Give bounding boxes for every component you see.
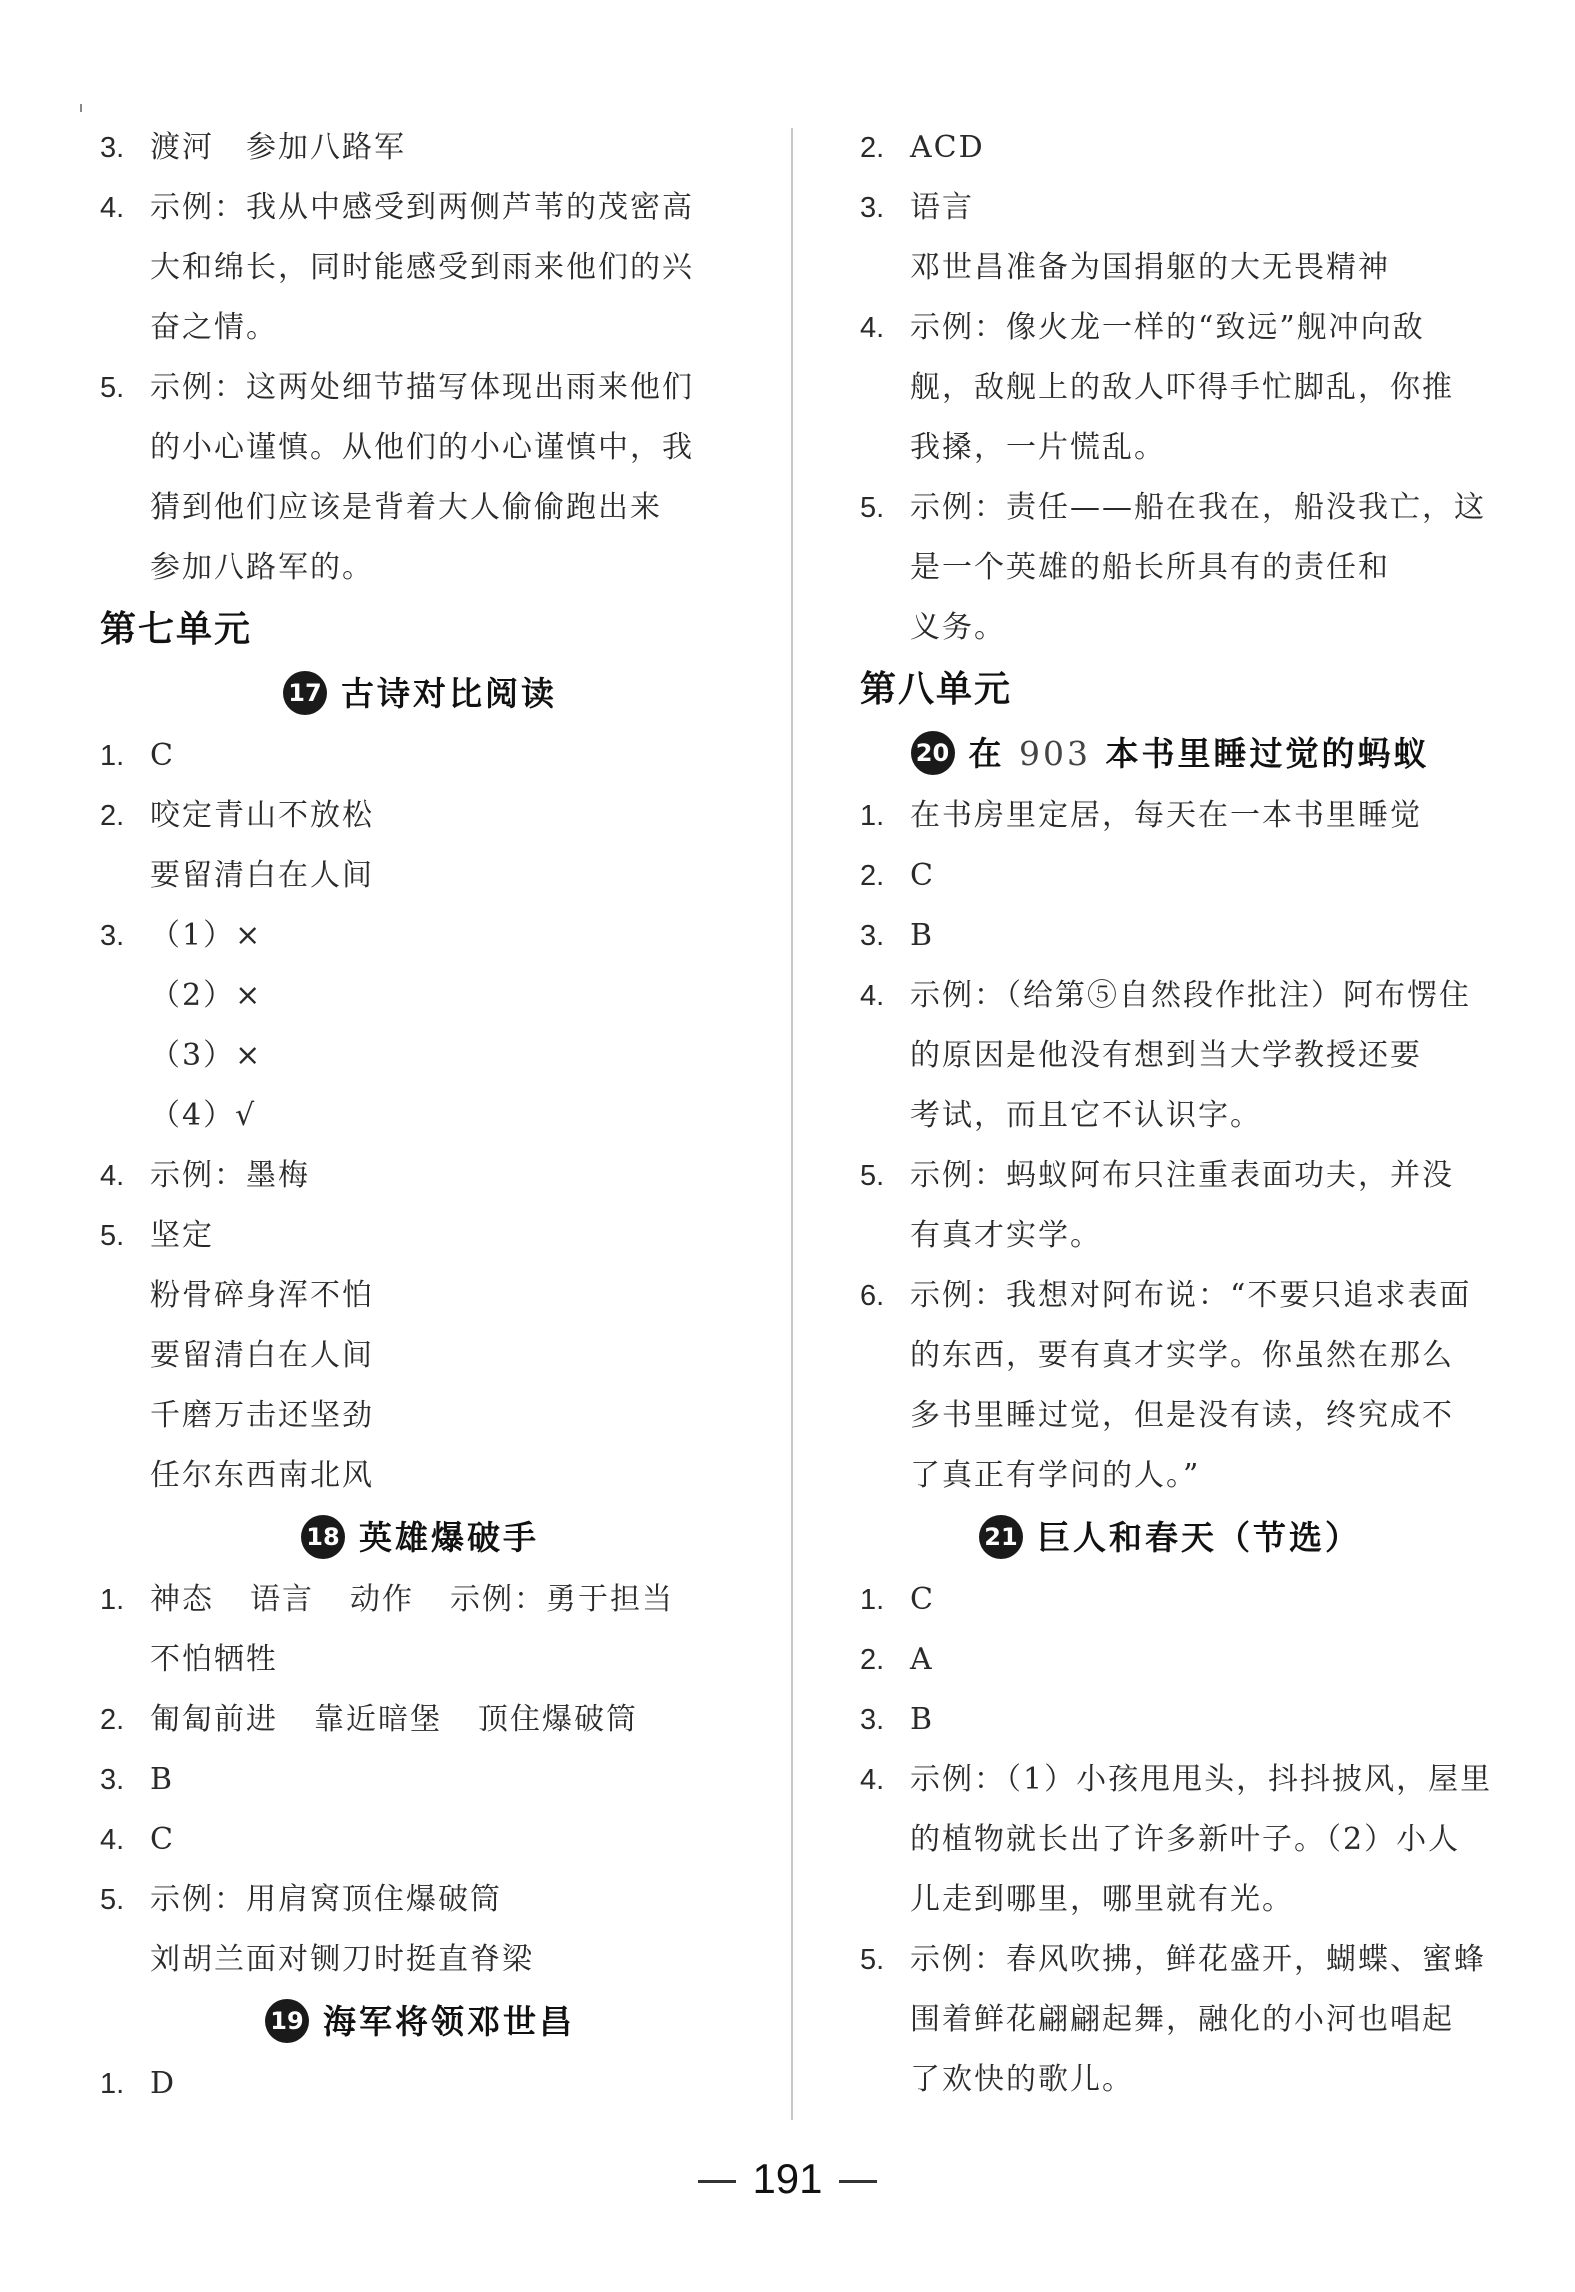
answer-item [860,1750,1493,1810]
item-text: 咬定青山不放松 [150,798,374,833]
answer-item [860,786,1480,846]
item-text: B [910,1702,935,1737]
item-number: 5. [100,1884,125,1916]
dash-left [698,2180,736,2183]
item-text: 示例：勇于担当 [450,1582,674,1617]
item-text: ACD [910,130,985,165]
answer-continuation: 是一个英雄的船长所具有的责任和 [910,550,1390,585]
lesson-title: 本书里睡过觉的蚂蚁 [1105,734,1430,773]
item-number: 4. [860,312,885,344]
item-number: 4. [100,1824,125,1856]
answer-item [100,118,740,178]
answer-item [860,1690,1480,1750]
answer-item [100,1870,740,1930]
answer-item [860,966,1480,1026]
answer-item [100,358,740,418]
item-number: 3. [860,192,885,224]
answer-continuation: 多书里睡过觉，但是没有读，终究成不 [910,1398,1454,1433]
item-number: 4. [860,980,885,1012]
lesson-heading [100,662,740,726]
answer-item [100,1690,740,1750]
lesson-number-badge: 21 [979,1515,1023,1559]
answer-item [860,1630,1480,1690]
item-number: 2. [860,132,885,164]
answer-item [100,1750,740,1810]
item-text: （1）× [150,918,263,953]
page-number [0,2144,1575,2214]
answer-continuation: 考试，而且它不认识字。 [910,1098,1262,1133]
item-number: 3. [100,920,125,952]
answer-continuation: 粉骨碎身浑不怕 [150,1278,374,1313]
answer-item [860,178,1480,238]
lesson-number-badge: 19 [265,1999,309,2043]
answer-continuation: 不怕牺牲 [150,1642,278,1677]
item-text: 示例：（1）小孩甩甩头，抖抖披风，屋里 [910,1762,1493,1797]
item-number: 1. [860,1584,885,1616]
answer-continuation: （4）√ [150,1098,257,1133]
answer-continuation: 舰，敌舰上的敌人吓得手忙脚乱，你推 [910,370,1454,405]
scan-mark [80,104,82,112]
answer-continuation: 儿走到哪里，哪里就有光。 [910,1882,1294,1917]
item-number: 4. [100,192,125,224]
lesson-heading [860,722,1480,786]
item-text: 语言 [250,1582,314,1617]
answer-continuation: 了欢快的歌儿。 [910,2062,1134,2097]
answer-continuation: 的原因是他没有想到当大学教授还要 [910,1038,1422,1073]
answer-continuation: 了真正有学问的人。” [910,1458,1201,1493]
lesson-heading [860,1506,1480,1570]
column-divider [791,128,793,2120]
answer-continuation: 任尔东西南北风 [150,1458,374,1493]
dash-right [839,2180,877,2183]
answer-item [100,2054,740,2114]
item-text: 语言 [910,190,974,225]
answer-continuation: 的东西，要有真才实学。你虽然在那么 [910,1338,1454,1373]
lesson-title: 巨人和春天（节选） [1037,1518,1361,1557]
item-number: 1. [100,1584,125,1616]
item-text: 示例：责任——船在我在，船没我亡，这 [910,490,1486,525]
answer-continuation: 参加八路军的。 [150,550,374,585]
answer-continuation: （2）× [150,978,263,1013]
item-text: 示例：这两处细节描写体现出雨来他们 [150,370,694,405]
item-number: 2. [100,1704,125,1736]
lesson-number-badge: 20 [911,731,955,775]
answer-continuation: 千磨万击还坚劲 [150,1398,374,1433]
answer-item [860,906,1480,966]
answer-item [100,726,740,786]
item-text: 示例：（给第⑤自然段作批注）阿布愣住 [910,978,1471,1013]
item-text: 示例：蚂蚁阿布只注重表面功夫，并没 [910,1158,1454,1193]
answer-continuation: 要留清白在人间 [150,858,374,893]
item-number: 1. [860,800,885,832]
item-text: 渡河 参加八路军 [150,130,406,165]
answer-item [860,1570,1480,1630]
answer-item [100,1570,740,1630]
lesson-number-badge: 18 [301,1515,345,1559]
answer-item [100,178,740,238]
item-text: 示例：像火龙一样的“致远”舰冲向敌 [910,310,1425,345]
item-number: 5. [100,372,125,404]
item-number: 1. [100,2068,125,2100]
item-text: 在书房里定居，每天在一本书里睡觉 [910,798,1422,833]
item-text: 示例：春风吹拂，鲜花盛开，蝴蝶、蜜蜂 [910,1942,1486,1977]
answer-item [100,1206,740,1266]
item-text: C [150,1822,175,1857]
left-column [100,118,740,2114]
page-number-value: 191 [752,2155,823,2202]
item-text: C [150,738,175,773]
item-number: 4. [860,1764,885,1796]
item-number: 3. [860,1704,885,1736]
item-text: D [150,2066,177,2101]
lesson-title: 在 [968,734,1005,773]
item-text: 靠近暗堡 [314,1702,442,1737]
item-text: 动作 [350,1582,414,1617]
item-number: 6. [860,1280,885,1312]
unit-heading: 第八单元 [860,669,1013,710]
item-text: 示例：我想对阿布说：“不要只追求表面 [910,1278,1472,1313]
answer-continuation: 义务。 [910,610,1006,645]
answer-continuation: 要留清白在人间 [150,1338,374,1373]
item-text: 顶住爆破筒 [478,1702,638,1737]
item-number: 5. [860,492,885,524]
lesson-heading [100,1506,740,1570]
item-number: 3. [100,132,125,164]
item-text: 示例：墨梅 [150,1158,310,1193]
item-number: 2. [100,800,125,832]
item-text: 示例：用肩窝顶住爆破筒 [150,1882,502,1917]
item-number: 1. [100,740,125,772]
unit-heading: 第七单元 [100,609,253,650]
answer-item [100,786,740,846]
item-number: 5. [860,1944,885,1976]
answer-continuation: （3）× [150,1038,263,1073]
answer-item [860,298,1480,358]
answer-continuation: 的小心谨慎。从他们的小心谨慎中，我 [150,430,694,465]
item-text: 匍匐前进 [150,1702,278,1737]
item-number: 5. [100,1220,125,1252]
item-number: 5. [860,1160,885,1192]
lesson-title: 古诗对比阅读 [341,674,557,713]
answer-item [100,1146,740,1206]
item-number: 3. [860,920,885,952]
lesson-title: 英雄爆破手 [359,1518,539,1557]
answer-continuation: 奋之情。 [150,310,278,345]
answer-continuation: 大和绵长，同时能感受到雨来他们的兴 [150,250,694,285]
answer-continuation: 邓世昌准备为国捐躯的大无畏精神 [910,250,1390,285]
item-text: 示例：我从中感受到两侧芦苇的茂密高 [150,190,694,225]
answer-item [860,1146,1480,1206]
item-text: B [910,918,935,953]
item-text: A [910,1642,934,1677]
answer-item [860,118,1480,178]
answer-item [860,1266,1480,1326]
answer-continuation: 刘胡兰面对铡刀时挺直脊梁 [150,1942,534,1977]
item-number: 2. [860,1644,885,1676]
lesson-title: 海军将领邓世昌 [323,2002,575,2041]
answer-continuation: 围着鲜花翩翩起舞，融化的小河也唱起 [910,2002,1454,2037]
item-number: 2. [860,860,885,892]
right-column [860,118,1493,2110]
answer-item [860,846,1480,906]
answer-continuation: 我搡，一片慌乱。 [910,430,1166,465]
answer-item [100,906,740,966]
lesson-number-badge: 17 [283,671,327,715]
answer-continuation: 有真才实学。 [910,1218,1102,1253]
item-number: 4. [100,1160,125,1192]
answer-item [100,1810,740,1870]
item-number: 3. [100,1764,125,1796]
lesson-heading [100,1990,740,2054]
item-text: 神态 [150,1582,214,1617]
lesson-title-number: 903 [1019,734,1091,773]
answer-continuation: 猜到他们应该是背着大人偷偷跑出来 [150,490,662,525]
answer-item [860,1930,1486,1990]
item-text: C [910,858,935,893]
answer-item [860,478,1486,538]
item-text: C [910,1582,935,1617]
answer-continuation: 的植物就长出了许多新叶子。（2）小人 [910,1822,1461,1857]
item-text: 坚定 [150,1218,214,1253]
item-text: B [150,1762,175,1797]
